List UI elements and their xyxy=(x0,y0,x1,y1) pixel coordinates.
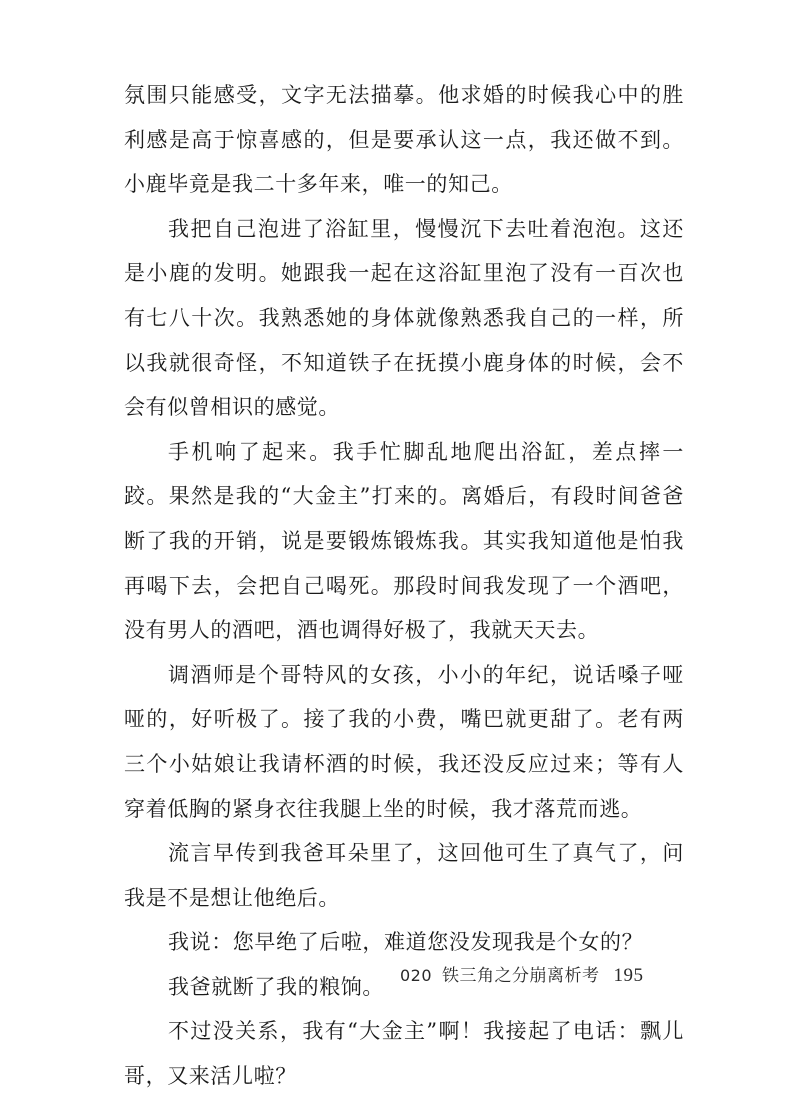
page-number: 195 xyxy=(613,965,644,986)
body-text xyxy=(124,73,684,1099)
paragraph-2: 我把自己泡进了浴缸里，慢慢沉下去吐着泡泡。这还是小鹿的发明。她跟我一起在这浴缸里泡了没有一百次也有七八十次。我熟悉她的身体就像熟悉我自己的一样，所以我就很奇怪，不知道铁子在抚摸小鹿身体的时候，会不会有似曾相识的感觉。 xyxy=(124,216,684,420)
chapter-code: 020 xyxy=(400,966,433,985)
paragraph-4: 调酒师是个哥特风的女孩，小小的年纪，说话嗓子哑哑的，好听极了。接了我的小费，嘴巴就更甜了。老有两三个小姑娘让我请杯酒的时候，我还没反应过来；等有人穿着低胸的紧身衣往我腿上坐的时候，我才落荒而逃。 xyxy=(124,662,684,821)
book-title: 铁三角之分崩离析考 xyxy=(442,966,600,986)
paragraph-7: 我爸就断了我的粮饷。 xyxy=(168,974,384,999)
paragraph-8: 不过没关系，我有“大金主”啊！我接起了电话：飘儿哥，又来活儿啦？ xyxy=(124,1019,684,1089)
paragraph-3: 手机响了起来。我手忙脚乱地爬出浴缸，差点摔一跤。果然是我的“大金主”打来的。离婚后，有段时间爸爸断了我的开销，说是要锻炼锻炼我。其实我知道他是怕我再喝下去，会把自己喝死。那段时间我发现了一个酒吧，没有男人的酒吧，酒也调得好极了，我就天天去。 xyxy=(124,439,684,643)
page-footer xyxy=(400,961,690,989)
paragraph-6: 我说：您早绝了后啦，难道您没发现我是个女的？ xyxy=(168,930,644,955)
paragraph-1: 氛围只能感受，文字无法描摹。他求婚的时候我心中的胜利感是高于惊喜感的，但是要承认这一点，我还做不到。小鹿毕竟是我二十多年来，唯一的知己。 xyxy=(124,83,684,197)
paragraph-5: 流言早传到我爸耳朵里了，这回他可生了真气了，问我是不是想让他绝后。 xyxy=(124,841,684,910)
